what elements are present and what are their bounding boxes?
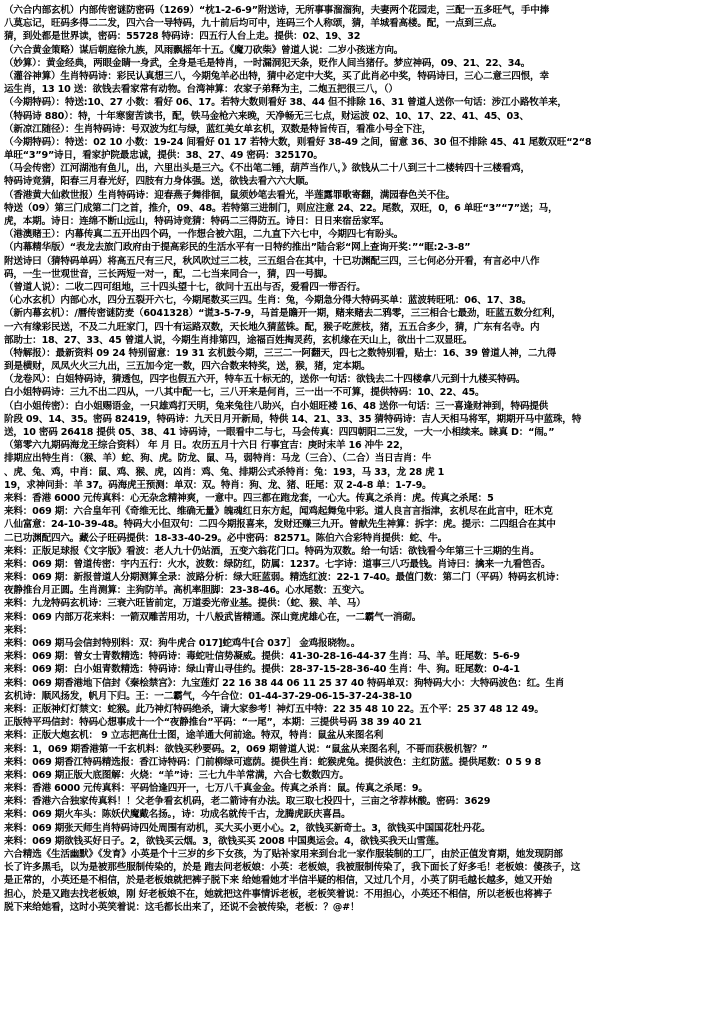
text-line: 来料：069 期香江特码精选报：香江诗特码：门前柳绿可遮荫。提供生肖：蛇猴虎兔。提供波色：主红防蓝。提供尾数：0 5 9 8 bbox=[4, 756, 541, 768]
text-line: 来料：069 期正版大底图解：火烧：“羊”诗：三七九牛羊常满，六合七数数四方。 bbox=[4, 769, 349, 781]
text-line: 脱下来给她看，这时小英笑着说：这毛都长出来了，还说不会被传染，老板：？@#！ bbox=[4, 901, 360, 913]
text-line: 来料：香港六合独家传真料！！父老争看玄机码，老二箭诗有办法。取三取七投四十，三亩之爷荐林酸。密码：3629 bbox=[4, 796, 491, 808]
text-line: 来料：香港 6000 元传真料：平码恰逢四开一，七万八千真金金。传真之杀肖：鼠。传真之杀尾：9。 bbox=[4, 783, 428, 795]
text-line: 来料：正版大炮玄机： 9 立志把高仕士图，途羊通大何前途。特双，特肖：鼠盆从来图名利 bbox=[4, 730, 384, 742]
text-line: （曾道人说）：二收二四可组地，三十四头望十七，欲问十五出与否，爱看四一带否行。 bbox=[4, 281, 366, 293]
text-line: 玄机诗：顺风扬发，帆月下归。王：一二霸气，今午合位：01-44-37-29-06-15-37-24-38-10 bbox=[4, 690, 412, 702]
text-line: 来料：069 期：白小姐青数精选：特码诗：绿山青山寻佳约。提供：28-37-15-28-36-40 生肖：牛、狗。旺尾数：0-4-1 bbox=[4, 664, 520, 676]
text-line: 来料：香港 6000 元传真料：心无杂念精神爽，一意中。四三都在跑龙套，一心大。传真之杀肖：虎。传真之杀尾：5 bbox=[4, 492, 494, 504]
text-line: （今期特码）：特送:10、27 小数：看好 06、17。若特大数则看好 38、44 但不排除 16、31 曾道人送你一句话：涉江小路牧羊来， bbox=[4, 97, 567, 109]
text-line: 是正常的，小英还是不相信，於是老板娘就把裤子脱下来 给她看她才半信半疑的相信，又过几个月，小英了阴毛越长越多，她又开始 bbox=[4, 875, 552, 887]
text-line: 猜，到处都是世界读，密码：55728 特码诗：四五行人台上走。提供：02、19、32 bbox=[4, 31, 361, 43]
text-line: 六合精选《生活幽默》《发育》小英是个十三岁的乡下女孩，为了贴补家用来到台北一家作服装制的工厂，由於正值发育期，她发现阴部 bbox=[4, 849, 563, 860]
text-line: （妙算）：黄金经典，两眼金睛一身武，全身是毛是特肖，一时漏洞犯天条，贬作人间当猪仔。梦应神码，09、21、22、34。 bbox=[4, 57, 531, 69]
text-line: 虎，本期。诗日：连绵不断山远山，特码诗竞猜：特码二三得防五。诗日：日日来宿岳家军。 bbox=[4, 216, 390, 227]
text-line: 特码诗竞猜，阳春三月春光好，四肢有力身体强。送，欲钱去看六六大顺。 bbox=[4, 176, 314, 188]
text-line: 部助士：18、27、33、45 曾道人说，今期生肖排第四，途福百姓掏灵药，玄机缘在天山上，欲出十二双显旺。 bbox=[4, 334, 473, 346]
text-line: 来料：069 期：新报普道人分期测算全录：波路分析：绿大旺蓝弱。精选红波：22-1 7-40。最值门数：第二门（平码）特码玄机诗： bbox=[4, 572, 565, 584]
text-line: 八莫忘记，旺码多得二二发，四六合一导特码，九十前后均可中，连码三个人称颂，猜，羊城看高楼。配，一点到三点。 bbox=[4, 18, 502, 30]
text-line: 来料：1，069 期香港第一千玄机料：欲钱买秒要码。2，069 期曾道人说：“鼠盆从来图名利，不哥而获极机智？” bbox=[4, 743, 488, 755]
text-line: （白小姐传密）：白小姐赐语金，一只雄鸡打天明，兔来兔往八助兴，白小姐旺褛 16、48 送你一句话：三一喜逢财神到，特码提供 bbox=[4, 400, 549, 412]
text-line: 运生肖，13 10 送：欲钱去看家常有动物。台湾神算：农家子弟释为主，二炮五把很三八，（） bbox=[4, 84, 398, 96]
text-line: 二已功渊配四六。藏公子旺码提供：18-33-40-29。必中密码：82571。陈伯六合彩特肖提供：蛇、牛。 bbox=[4, 532, 448, 544]
text-line: （新内幕玄机）：/曆传密谜防麦（6041328）“谎3-5-7-9，马首是瞻开一期，赌来赌去二鸦零，三三相合七最劲，旺蓝五数分红利， bbox=[4, 308, 561, 320]
text-line: 八仙富意：24-10-39-48。特码大小但双句：二四今期报喜来，发财还赚三九开。曾献先生神算：拆字：虎。提示：二四组合在其中 bbox=[4, 519, 556, 531]
text-line: （第零六九期码海龙王综合资料） 年 月 日。农历五月十六日 行事宜吉：庚时末羊 16 冲牛 22， bbox=[4, 440, 409, 452]
text-line: （特码诗 880）：特，十年寒窗苦读书，配，铁马金枪六来晚，天净畅无三七点，财运波 02、10、17、22、41、45、03、 bbox=[4, 110, 529, 122]
text-line: 阶段 09、14、35。密码 82419，特码诗：九天日月开新局，特供 14、21、33、35 猜特码诗：吉人天相马将军，期期开马中蓝珠，特 bbox=[4, 413, 582, 425]
text-line: （六合内部玄机）内部传密谜防密码（1269）“枕1-2-6-9”附送诗，无所事事溜溜狗，夫妻两个花园走，三配一五多旺气，手中捧 bbox=[4, 5, 550, 16]
text-line: 排期应出特生肖：（猴、羊）蛇、狗、虎。防龙、鼠、马，弱特肖：马龙（三合）、（二合）当日吉肖：牛 bbox=[4, 453, 432, 465]
text-line: （内幕精华版）“表龙去旅门政府由于提高彩民的生活水平有一日特约推出”陆合彩“网上查询开奖：”“眶:2-3-8” bbox=[4, 242, 471, 254]
text-line: 白小姐特码诗：三九不出二四从，一八其中配一七，三八开来是何肖，三一出一不可算，提供特码：10、22、45。 bbox=[4, 387, 485, 399]
text-line: 来料：069 期欲钱买好日子。2，欲钱买云烟。3，欲钱买买 2008 中国奥运会。4，欲钱买我天山雪莲。 bbox=[4, 835, 445, 847]
text-line: 来料：069 期：曾道传密：宇内五行：火水，波数：绿防红，防属：1237。七字诗：道事三八巧最钱。肖诗曰：擒来一九看笆否。 bbox=[4, 558, 551, 570]
text-line: 夜静推台月正圆。生肖测算：主狗防羊。高机率胆脚：23-38-46。心水尾数：五变六。 bbox=[4, 585, 370, 597]
text-line: 码，一生一世观世音，三长两短一对一，配，二七当来同合一，猜，四一号脚。 bbox=[4, 268, 333, 280]
text-line: 担心，於是又跑去找老板娘，刚 好老板娘不在，她就把这件事情诉老板，老板笑着说：不用担心，小英还不相信，所以老板也将裤子 bbox=[4, 888, 552, 900]
text-line: 19，求神问卦：羊 37。码海虎王预测：单双：双。特肖：狗、龙、猪、旺尾：双 2-4-8 单：1-7-9。 bbox=[4, 479, 432, 491]
text-line: 附送诗曰（猜特码单码）将高五尺有三尺，秋风吹过三二枝，三五组合在其中，十已功渊配三四，三七何必分开看，有言必中八作 bbox=[4, 255, 540, 267]
text-line: （灌谷神算）生肖特码诗：彩民认真想三八，今期兔羊必出特，猜中必定中大奖，买了此肖必中奖，特码诗曰，三心二意三四恨，幸 bbox=[4, 70, 549, 82]
document-page bbox=[4, 4, 719, 1020]
text-line: 一六有缘彩民送，不及二九旺家门，四十有运路双数，天长地久猜蓝铢。配，猴子吃蔗枝，猪，五五合多少，猜，广东有名寺。内 bbox=[4, 321, 540, 333]
text-line: （龙卷风）：白姐特码诗，猜透包，四字也假五六开，特车五十标无的，送你一句话：欲钱去二十四楼拿八元到十九楼买特码。 bbox=[4, 374, 526, 386]
text-line: 来料：九龙特码玄机诗：三衰六旺皆前定，万道委光帝业基。提供：（蛇、猴、羊、马） bbox=[4, 598, 366, 610]
text-line: 来料：069 期张天师生肖特码诗四处周围有动机，买大买小更小心。2，欲钱买新奇士。3，欲钱买中国国花牡丹花。 bbox=[4, 822, 491, 834]
text-line: （今期特码）：特送：02 10 小数：19-24 间看好 01 17 若特大数，则看好 38-49 之间，留意 36、30 但不排除 45、41 尾数双旺“2“8 bbox=[4, 136, 592, 148]
text-line: （新凉江随径）：生肖特码诗：号双波为红与绿，蓝红美女单玄机，双数是特旨传百，看准小号全下注， bbox=[4, 123, 432, 135]
text-line: （港澳赌王）：内幕传真二五开出四个码，一作想合被六阻，二九直下六七中，今期四七有盼头。 bbox=[4, 229, 404, 241]
text-line: 来料： bbox=[4, 624, 33, 636]
text-line: 来料：正版神灯灯禁文：蛇猴。此乃神灯特码绝杀，请大家参考！神灯五中特：22 35 48 10 22。五个平：25 37 48 12 49。 bbox=[4, 703, 544, 715]
text-line: 正版特平玛信封：特码心想事成十一个“夜静推台”平码：“一尾”，本期：三提供号码 38 39 40 21 bbox=[4, 717, 422, 729]
text-line: 、虎、兔、鸡，中肖：鼠、鸡、猴、虎，凶肖：鸡、兔、排期公式杀特肖：兔：193，马 33，龙 28 虎 1 bbox=[4, 466, 445, 478]
text-line: 长了许多黑毛，以为是被那些服制传染的，於是 跑去问老板娘：小英：老板娘，我被服制传染了，我下面长了好多毛！老板娘：傻孩子，这 bbox=[4, 862, 581, 874]
text-line: 来料：069 期火车头：陈妖伏魔戴名扬。，诗：功成名就传千古，龙腾虎跃庆喜昌。 bbox=[4, 809, 351, 821]
text-line: （六合黄金策略）谋后朝庭徐九族，风雨飘摇年十五。《魔刀砍柴》曾道人说：二岁小孩迷方向。 bbox=[4, 44, 404, 56]
text-line: 来料：069 期：六合皇年刊《奇维无比、维确无量》魄魂红日东方起，闻鸡起舞兔中彩。道人良言言指津，玄机尽在此言中，旺木克 bbox=[4, 506, 553, 518]
text-line: 特送（09）第三门成第二门之首，推介，09、48。若特第三进制门，则应注意 24、22。尾数，双旺，0，6 单旺“3”“7”送；马， bbox=[4, 202, 558, 214]
text-line: （心水玄机）内部心水，四分五裂开六七，今期尾数买三四。生肖：兔，今期急分得大特码买单：蓝波转旺吼：06、17、38。 bbox=[4, 295, 532, 307]
text-line: 送，10 密码 26418 提供 05、38、41 诗码诗，一眼看中二与七，马会传真：四四朝阳二三发，一大一小相续来。睐真 D：“闹。” bbox=[4, 427, 555, 438]
text-line: 来料：069 内部万花来料：一箭双雕苦用功，十八般武皆精通。深山竟虎雄心在，一二霸气一消砌。 bbox=[4, 611, 422, 623]
text-line: 单旺“3”9”诗日，看家护院最忠诚，提供：38、27、49 密码：325170。 bbox=[4, 150, 323, 162]
text-line: （特解报）：最新资料 09 24 特别留意：19 31 玄机鼓今期，三三二一阿翻天，四七之数特别看，贴士：16、39 曾道人神，二九得 bbox=[4, 347, 557, 359]
text-line: 来料：正版足球报《文字版》看波：老人九十仍站酒，五变六翁花门口。特码为双数。给一句话：欲钱看今年第三十三期的生肖。 bbox=[4, 545, 540, 557]
text-line: 来料：069 期马会信封特别料：双：狗牛虎合 017]蛇鸡牛[合 037］ 金鸡报晓物。。 bbox=[4, 638, 361, 649]
text-line: （香港黄大仙救世报）生肖特码诗：迎春燕子舞徘徊，鼠须妙笔去看光，半莲露罪歌寄翻，满园春色关不住。 bbox=[4, 189, 455, 201]
text-line: （马会传密）江河湖池有鱼儿，出，六里出头是三六。《不出笔二锤，葫芦当作八，》欲钱从二十八到三十二楼转四十三楼看鸡， bbox=[4, 163, 530, 175]
text-line: 到是横财，凤凤火火三九出，三五加今定一数，四六合数来特奖，送，猴，猪，定本期。 bbox=[4, 361, 371, 373]
text-line: 来料：069 期：曾女士青数精选：特码诗：毒蛇吐信势凝威。提供：41-30-28-16-44-37 生肖：马、羊。旺尾数：5-6-9 bbox=[4, 651, 520, 663]
text-line: 来料：069 期香港地下信封《秦桧禁宫》：九宝莲灯 22 16 38 44 06 11 25 37 40 特码单双：狗特码大小：大特码波色：红。生肖 bbox=[4, 677, 565, 689]
